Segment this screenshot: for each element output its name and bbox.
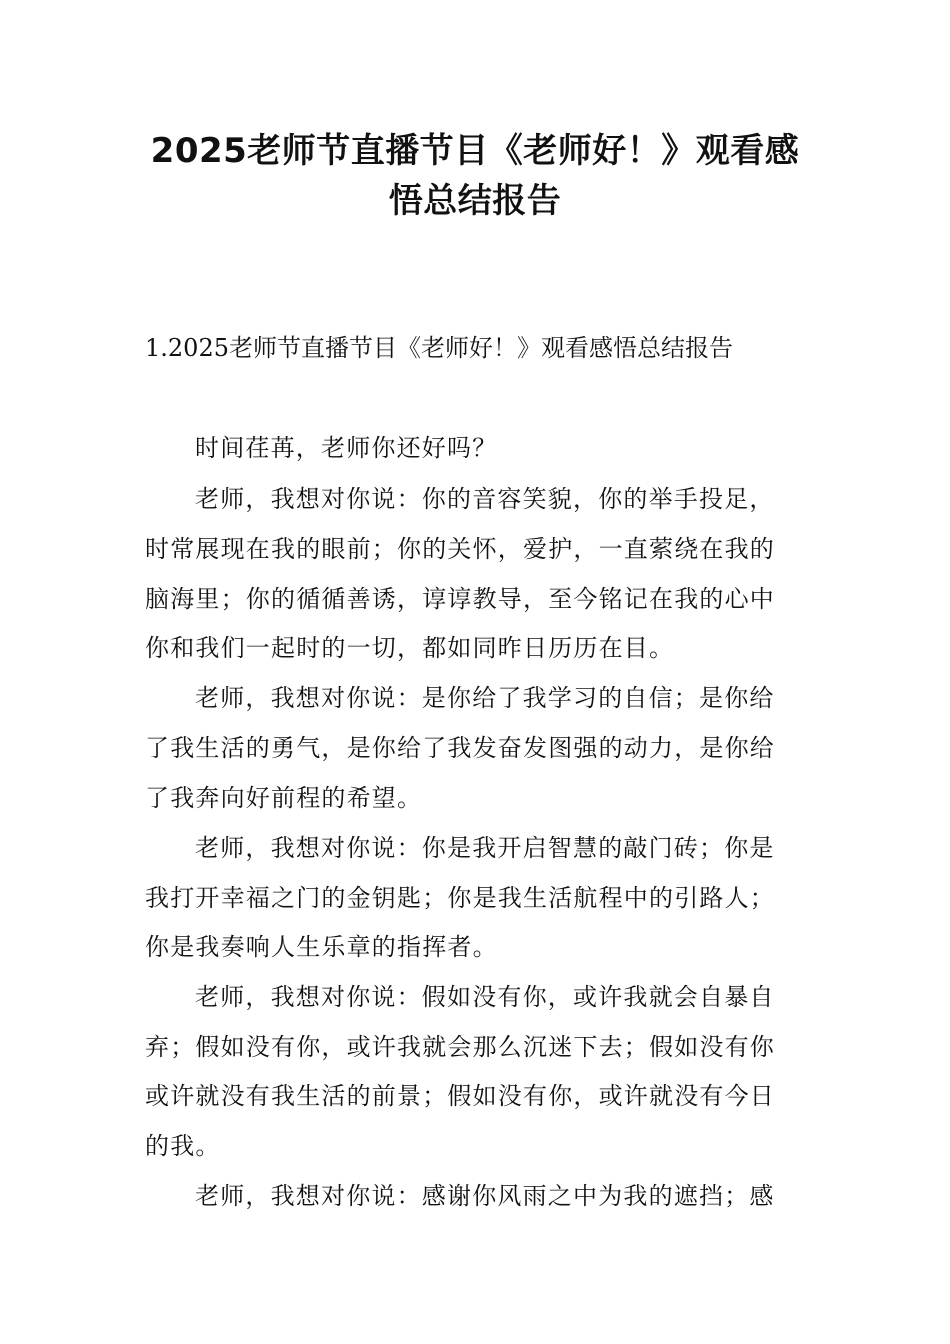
body-line: 老师，我想对你说：你是我开启智慧的敲门砖；你是	[195, 834, 775, 862]
body-line: 老师，我想对你说：是你给了我学习的自信；是你给	[195, 684, 775, 712]
body-line: 的我。	[145, 1132, 221, 1160]
document-title-line-1: 2025老师节直播节目《老师好！》观看感	[150, 131, 800, 171]
body-line: 老师，我想对你说：你的音容笑貌，你的举手投足，	[195, 485, 775, 513]
body-line: 老师，我想对你说：假如没有你，或许我就会自暴自	[195, 983, 775, 1011]
body-line: 你和我们一起时的一切，都如同昨日历历在目。	[145, 634, 675, 662]
section-heading: 1.2025老师节直播节目《老师好！》观看感悟总结报告	[145, 334, 733, 362]
body-line: 或许就没有我生活的前景；假如没有你，或许就没有今日	[145, 1082, 775, 1110]
body-line: 了我生活的勇气，是你给了我发奋发图强的动力，是你给	[145, 734, 775, 762]
body-line: 你是我奏响人生乐章的指挥者。	[145, 933, 498, 961]
body-line: 脑海里；你的循循善诱，谆谆教导，至今铭记在我的心中	[145, 585, 775, 613]
body-line: 我打开幸福之门的金钥匙；你是我生活航程中的引路人；	[145, 884, 775, 912]
body-line: 了我奔向好前程的希望。	[145, 784, 423, 812]
body-line: 弃；假如没有你，或许我就会那么沉迷下去；假如没有你	[145, 1033, 775, 1061]
document-title-line-2: 悟总结报告	[388, 181, 562, 221]
body-line: 老师，我想对你说：感谢你风雨之中为我的遮挡；感	[195, 1182, 775, 1210]
body-line: 时间荏苒，老师你还好吗？	[195, 434, 498, 462]
body-line: 时常展现在我的眼前；你的关怀，爱护，一直萦绕在我的	[145, 535, 775, 563]
